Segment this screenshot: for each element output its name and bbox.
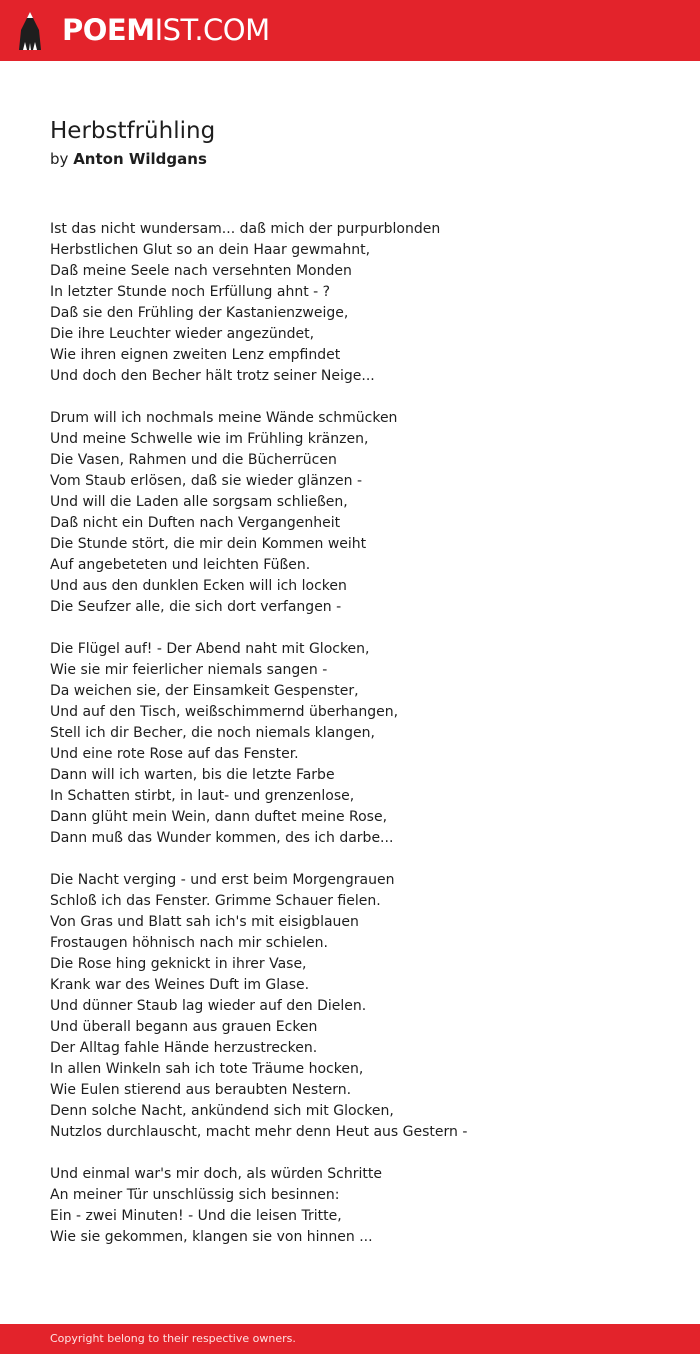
poem-line: Daß nicht ein Duften nach Vergangenheit [50, 515, 341, 531]
site-logo[interactable] [62, 13, 270, 47]
poem-line: Herbstlichen Glut so an dein Haar gewmahnt, [50, 242, 371, 258]
poem-line: Dann muß das Wunder kommen, des ich darbe... [50, 830, 394, 846]
poem-line: Wie Eulen stierend aus beraubten Nestern. [50, 1082, 352, 1098]
poem-line: Der Alltag fahle Hände herzustrecken. [50, 1040, 318, 1056]
poem-stanza [50, 219, 670, 387]
author-name[interactable]: Anton Wildgans [73, 150, 207, 168]
poem-line: Und überall begann aus grauen Ecken [50, 1019, 318, 1035]
poem-line: Vom Staub erlösen, daß sie wieder glänzen - [50, 473, 363, 489]
poem-line: Und einmal war's mir doch, als würden Schritte [50, 1166, 382, 1182]
poem-line: In letzter Stunde noch Erfüllung ahnt - ? [50, 284, 331, 300]
poem-line: Frostaugen höhnisch nach mir schielen. [50, 935, 328, 951]
poem-line: Schloß ich das Fenster. Grimme Schauer fielen. [50, 893, 381, 909]
poem-line: In allen Winkeln sah ich tote Träume hocken, [50, 1061, 364, 1077]
poem-line: An meiner Tür unschlüssig sich besinnen: [50, 1187, 340, 1203]
poem-line: Die Flügel auf! - Der Abend naht mit Glocken, [50, 641, 370, 657]
poem-line: Daß sie den Frühling der Kastanienzweige, [50, 305, 349, 321]
poem-stanza [50, 639, 670, 849]
poem-line: Und aus den dunklen Ecken will ich locken [50, 578, 347, 594]
poem-line: Da weichen sie, der Einsamkeit Gespenster, [50, 683, 359, 699]
poem-line: Drum will ich nochmals meine Wände schmücken [50, 410, 398, 426]
site-footer [0, 1324, 700, 1354]
poem-line: Ein - zwei Minuten! - Und die leisen Tritte, [50, 1208, 342, 1224]
poem-line: Und meine Schwelle wie im Frühling kränzen, [50, 431, 369, 447]
poem-line: Die ihre Leuchter wieder angezündet, [50, 326, 315, 342]
poem-stanza [50, 870, 670, 1143]
poem-line: Und auf den Tisch, weißschimmernd überhangen, [50, 704, 399, 720]
poem-line: Und doch den Becher hält trotz seiner Neige... [50, 368, 375, 384]
poem-line: Ist das nicht wundersam... daß mich der purpurblonden [50, 221, 441, 237]
poem-stanza [50, 1164, 670, 1248]
poem-line: Die Vasen, Rahmen und die Bücherrücen [50, 452, 337, 468]
poem-line: Dann glüht mein Wein, dann duftet meine Rose, [50, 809, 388, 825]
poem-line: Die Seufzer alle, die sich dort verfangen - [50, 599, 342, 615]
poem-line: Von Gras und Blatt sah ich's mit eisigblauen [50, 914, 359, 930]
logo-light-text: IST.COM [154, 13, 270, 47]
pencil-icon[interactable] [17, 10, 43, 52]
poem-stanza [50, 408, 670, 618]
site-header [0, 0, 700, 61]
poem-line: In Schatten stirbt, in laut- und grenzenlose, [50, 788, 355, 804]
poem-line: Denn solche Nacht, ankündend sich mit Glocken, [50, 1103, 394, 1119]
poem-line: Die Rose hing geknickt in ihrer Vase, [50, 956, 307, 972]
poem-line: Und eine rote Rose auf das Fenster. [50, 746, 299, 762]
poem-body [50, 219, 670, 1269]
poem-line: Die Nacht verging - und erst beim Morgengrauen [50, 872, 395, 888]
poem-line: Krank war des Weines Duft im Glase. [50, 977, 310, 993]
poem-line: Die Stunde stört, die mir dein Kommen weiht [50, 536, 367, 552]
poem-line: Auf angebeteten und leichten Füßen. [50, 557, 311, 573]
poem-line: Daß meine Seele nach versehnten Monden [50, 263, 352, 279]
copyright-text: Copyright belong to their respective owners. [50, 1332, 296, 1345]
byline-prefix: by [50, 150, 69, 168]
poem-line: Dann will ich warten, bis die letzte Farbe [50, 767, 335, 783]
poem-title: Herbstfrühling [50, 118, 216, 144]
poem-line: Wie ihren eignen zweiten Lenz empfindet [50, 347, 341, 363]
poem-line: Und dünner Staub lag wieder auf den Dielen. [50, 998, 367, 1014]
poem-line: Stell ich dir Becher, die noch niemals klangen, [50, 725, 375, 741]
poem-line: Und will die Laden alle sorgsam schließen, [50, 494, 348, 510]
byline [50, 148, 207, 170]
poem-line: Wie sie mir feierlicher niemals sangen - [50, 662, 328, 678]
poem-line: Nutzlos durchlauscht, macht mehr denn Heut aus Gestern - [50, 1124, 468, 1140]
logo-bold-text: POEM [62, 13, 155, 47]
poem-line: Wie sie gekommen, klangen sie von hinnen ... [50, 1229, 373, 1245]
